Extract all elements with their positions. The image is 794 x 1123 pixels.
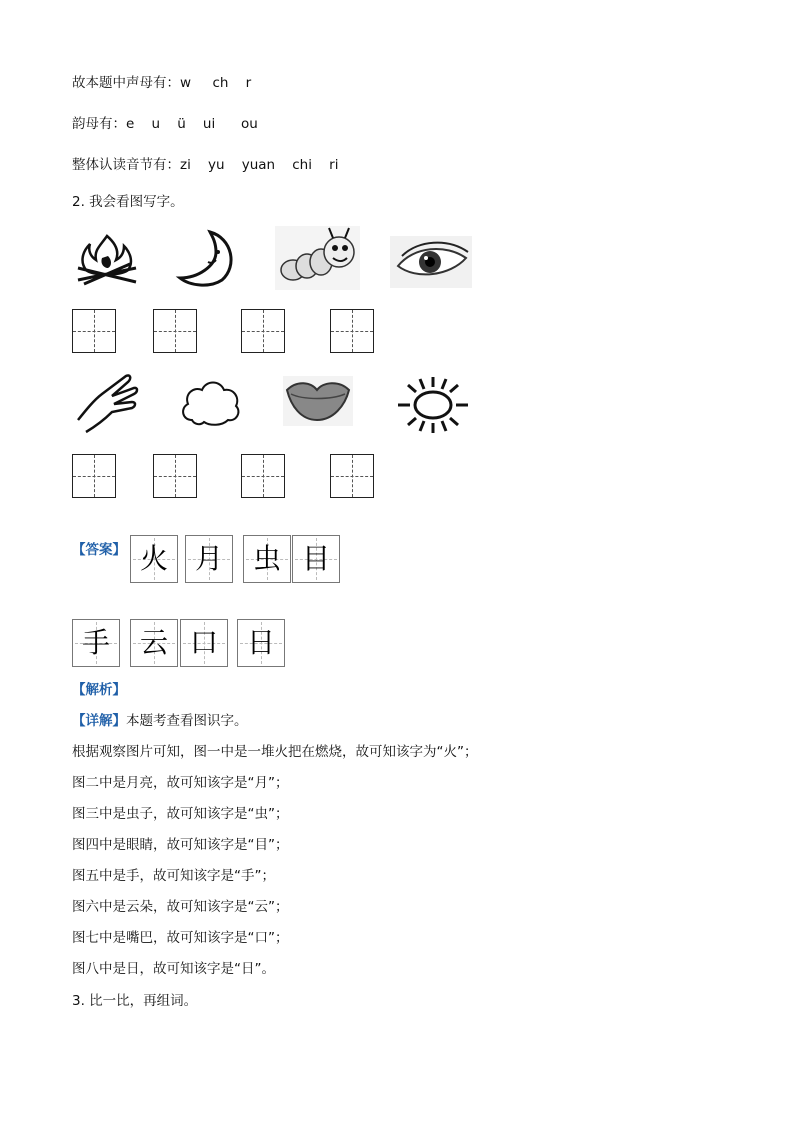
- answer-char: 口: [180, 619, 228, 667]
- worm-icon: [275, 226, 360, 290]
- cloud-icon: [178, 376, 242, 430]
- answer-char: 日: [237, 619, 285, 667]
- analysis-line: 图六中是云朵，故可知该字是“云”；: [72, 899, 289, 915]
- initials-line: 故本题中声母有：w ch r: [72, 75, 252, 91]
- question-3-title: 3. 比一比，再组词。: [72, 993, 198, 1009]
- answer-char: 云: [130, 619, 178, 667]
- whole-syllables-line: 整体认读音节有：zi yu yuan chi ri: [72, 157, 339, 173]
- answer-char: 虫: [243, 535, 291, 583]
- detail-label: 【详解】: [72, 713, 126, 729]
- answer-char: 手: [72, 619, 120, 667]
- finals-line: 韵母有：e u ü ui ou: [72, 116, 258, 132]
- lips-icon: [283, 376, 353, 426]
- analysis-label: 【解析】: [72, 682, 126, 698]
- analysis-line: 图五中是手，故可知该字是“手”；: [72, 868, 275, 884]
- detail-line: [72, 711, 248, 731]
- writing-grid: [330, 454, 374, 498]
- writing-grid: [153, 309, 197, 353]
- analysis-line: 图八中是日，故可知该字是“日”。: [72, 961, 275, 977]
- analysis-line: 根据观察图片可知，图一中是一堆火把在燃烧，故可知该字为“火”；: [72, 744, 478, 760]
- answer-char: 火: [130, 535, 178, 583]
- writing-grid: [72, 454, 116, 498]
- answer-char: 月: [185, 535, 233, 583]
- writing-grid: [241, 309, 285, 353]
- hand-icon: [72, 370, 142, 434]
- writing-grid: [241, 454, 285, 498]
- fire-icon: [72, 228, 142, 288]
- detail-text: 本题考查看图识字。: [126, 713, 248, 729]
- analysis-line: 图二中是月亮，故可知该字是“月”；: [72, 775, 289, 791]
- analysis-line: 图七中是嘴巴，故可知该字是“口”；: [72, 930, 289, 946]
- answer-label: 【答案】: [72, 542, 126, 558]
- answer-char: 目: [292, 535, 340, 583]
- analysis-line: 图三中是虫子，故可知该字是“虫”；: [72, 806, 289, 822]
- analysis-line: 图四中是眼睛，故可知该字是“目”；: [72, 837, 289, 853]
- eye-icon: [390, 236, 472, 288]
- writing-grid: [330, 309, 374, 353]
- writing-grid: [72, 309, 116, 353]
- moon-icon: [172, 228, 240, 288]
- sun-icon: [396, 375, 470, 435]
- question-2-title: 2. 我会看图写字。: [72, 194, 184, 210]
- writing-grid: [153, 454, 197, 498]
